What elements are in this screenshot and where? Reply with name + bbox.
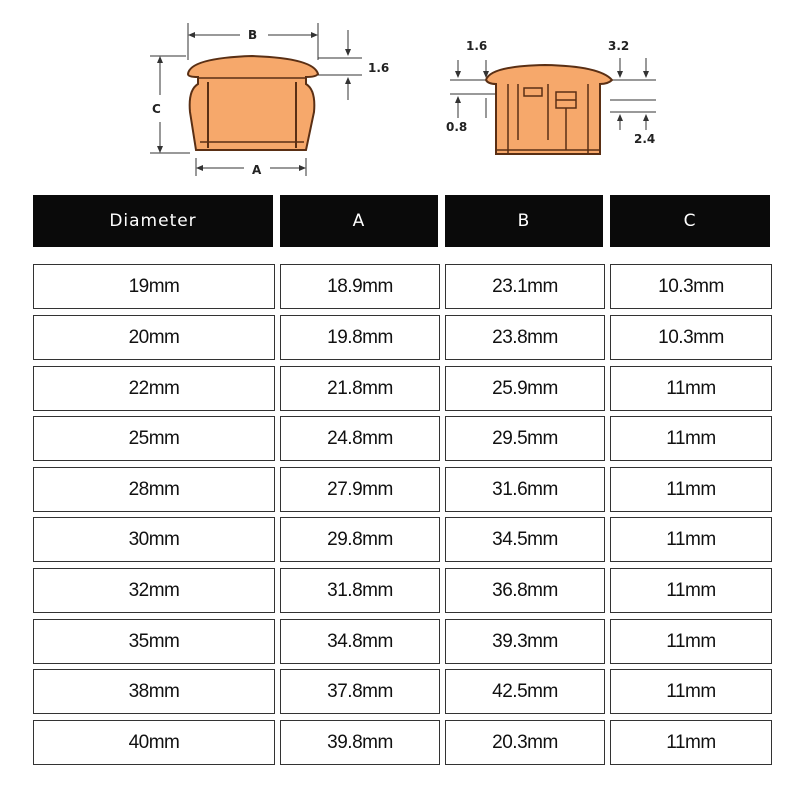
table-row — [0, 517, 800, 562]
cell-a: 39.8mm — [280, 720, 440, 765]
table-row — [0, 366, 800, 411]
cell-diameter: 32mm — [33, 568, 275, 613]
cell-a: 34.8mm — [280, 619, 440, 664]
table-row — [0, 720, 800, 765]
cell-c: 11mm — [610, 416, 772, 461]
cell-c: 10.3mm — [610, 315, 772, 360]
cell-b: 42.5mm — [445, 669, 605, 714]
table-row — [0, 467, 800, 512]
cell-a: 29.8mm — [280, 517, 440, 562]
cell-c: 11mm — [610, 720, 772, 765]
cell-b: 29.5mm — [445, 416, 605, 461]
header-a: A — [280, 195, 438, 247]
cell-b: 20.3mm — [445, 720, 605, 765]
cell-diameter: 19mm — [33, 264, 275, 309]
cell-c: 11mm — [610, 669, 772, 714]
header-b: B — [445, 195, 603, 247]
cell-b: 34.5mm — [445, 517, 605, 562]
cell-b: 23.8mm — [445, 315, 605, 360]
cell-diameter: 38mm — [33, 669, 275, 714]
cell-a: 24.8mm — [280, 416, 440, 461]
table-row — [0, 264, 800, 309]
cell-b: 36.8mm — [445, 568, 605, 613]
plug-side-view-diagram — [0, 0, 400, 190]
dim-label-top-thickness: 1.6 — [368, 61, 390, 75]
cell-c: 10.3mm — [610, 264, 772, 309]
cell-diameter: 35mm — [33, 619, 275, 664]
cell-b: 31.6mm — [445, 467, 605, 512]
table-row — [0, 315, 800, 360]
dim-label-a: A — [252, 163, 262, 177]
cell-a: 21.8mm — [280, 366, 440, 411]
cell-diameter: 22mm — [33, 366, 275, 411]
cell-c: 11mm — [610, 568, 772, 613]
cell-a: 18.9mm — [280, 264, 440, 309]
cell-a: 31.8mm — [280, 568, 440, 613]
cell-diameter: 20mm — [33, 315, 275, 360]
dim-label-wall: 0.8 — [446, 120, 468, 134]
table-row — [0, 416, 800, 461]
cell-diameter: 30mm — [33, 517, 275, 562]
dim-label-c: C — [152, 102, 161, 116]
dim-label-rim-width: 3.2 — [608, 39, 630, 53]
cell-a: 27.9mm — [280, 467, 440, 512]
dimension-diagrams — [0, 0, 800, 190]
cell-b: 25.9mm — [445, 366, 605, 411]
cell-c: 11mm — [610, 366, 772, 411]
table-row — [0, 619, 800, 664]
dim-label-slot: 2.4 — [634, 132, 656, 146]
cell-diameter: 28mm — [33, 467, 275, 512]
cell-diameter: 40mm — [33, 720, 275, 765]
cell-c: 11mm — [610, 517, 772, 562]
dim-label-rim-height: 1.6 — [466, 39, 488, 53]
table-row — [0, 669, 800, 714]
cell-c: 11mm — [610, 619, 772, 664]
plug-section-view-diagram — [400, 0, 800, 190]
dim-label-b: B — [248, 28, 258, 42]
cell-b: 39.3mm — [445, 619, 605, 664]
cell-diameter: 25mm — [33, 416, 275, 461]
cell-a: 19.8mm — [280, 315, 440, 360]
size-table-header — [0, 195, 800, 247]
header-c: C — [610, 195, 770, 247]
header-diameter: Diameter — [33, 195, 273, 247]
cell-b: 23.1mm — [445, 264, 605, 309]
cell-c: 11mm — [610, 467, 772, 512]
cell-a: 37.8mm — [280, 669, 440, 714]
table-row — [0, 568, 800, 613]
